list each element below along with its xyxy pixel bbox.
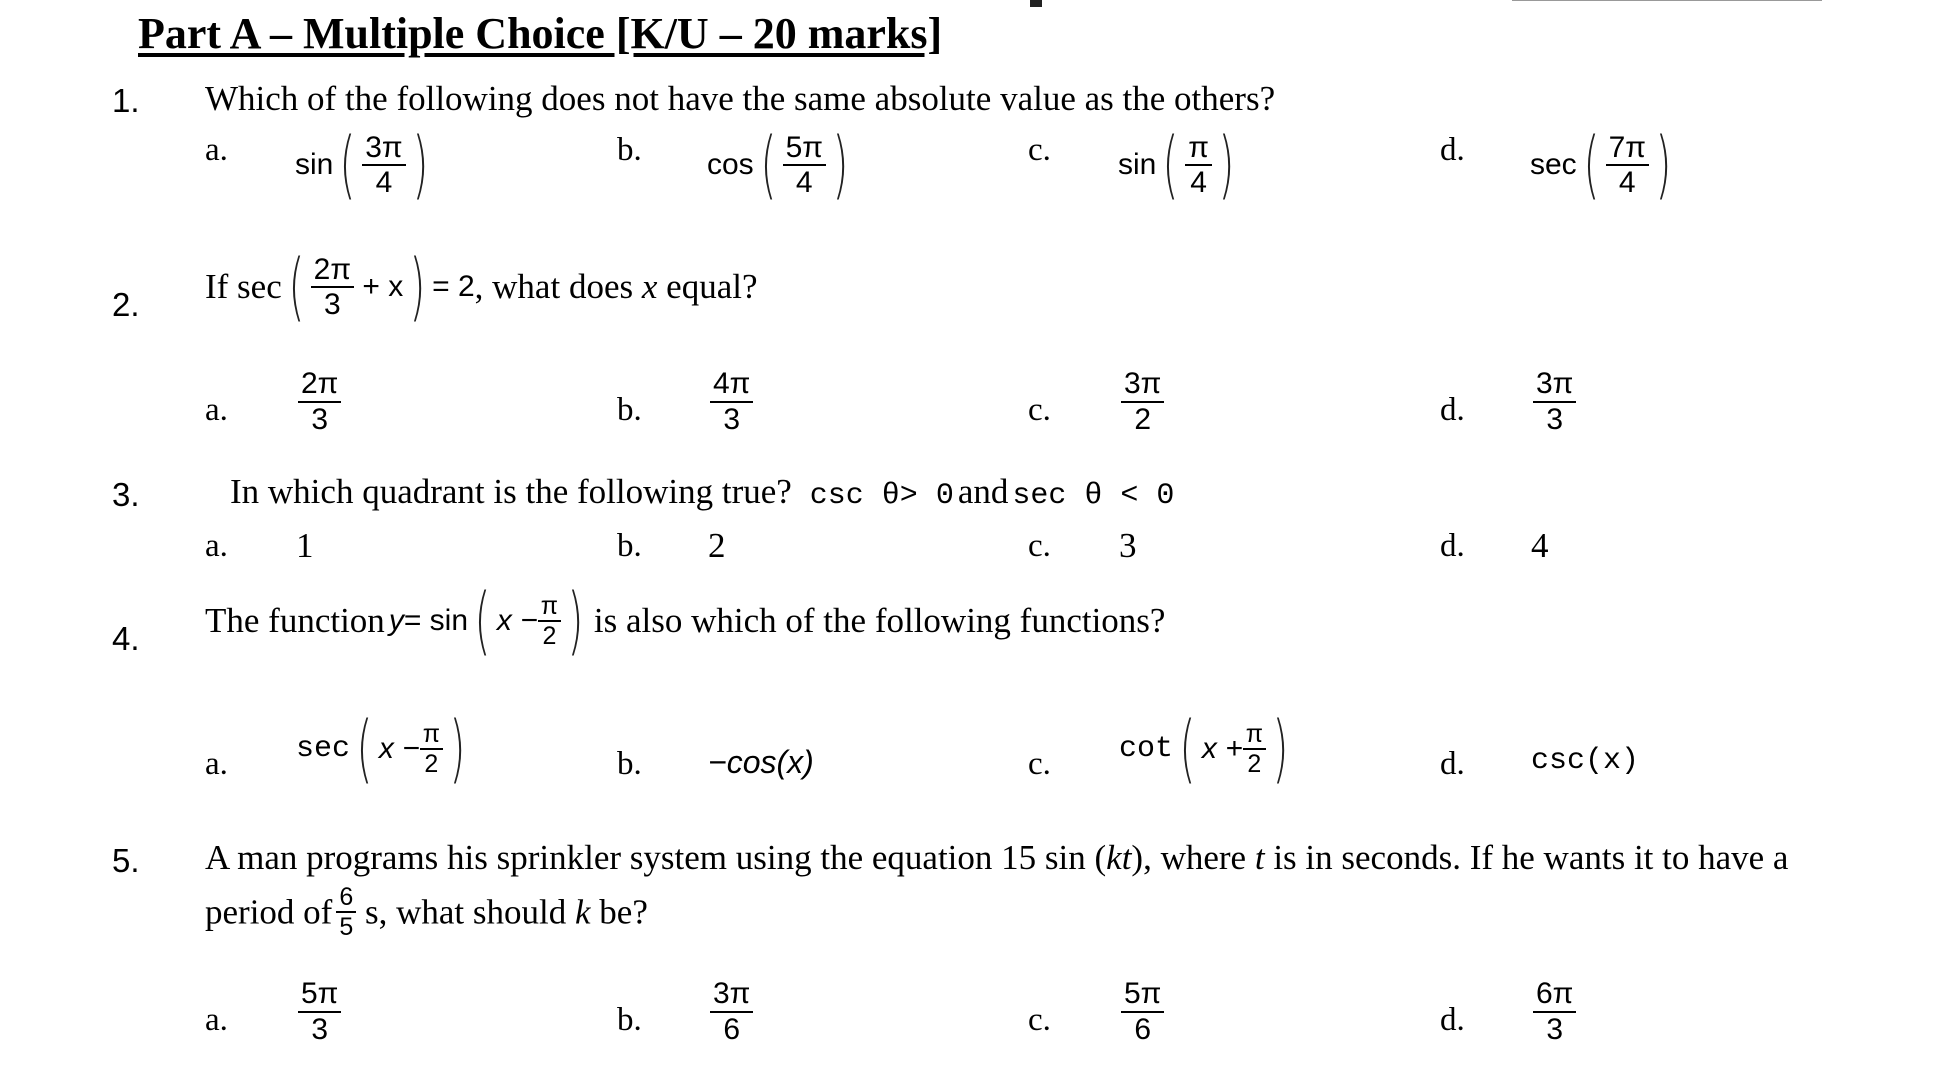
condition-csc: csc θ> 0	[809, 479, 954, 513]
prompt-text: , what does	[474, 267, 642, 306]
option-label: b.	[617, 528, 642, 564]
header-rule	[1512, 0, 1822, 1]
prompt-variable: k	[574, 892, 591, 932]
fraction-denominator: 6	[723, 1012, 741, 1046]
prompt-text: period of	[205, 892, 333, 932]
option-label: c.	[1028, 746, 1051, 782]
func-name: sec	[1530, 148, 1577, 181]
fraction-denominator: 4	[795, 166, 813, 199]
option-value: 2	[708, 526, 726, 565]
fraction-denominator: 6	[1134, 1012, 1152, 1046]
option-5c-value	[1121, 978, 1164, 1045]
option-1a	[205, 132, 228, 169]
question-number: 4.	[112, 620, 140, 657]
option-1b-expr: cos( $\frac{5\pi}{4}$ )	[707, 122, 849, 208]
func-name: sec	[296, 732, 351, 766]
option-label: b.	[617, 132, 642, 168]
option-4a-expr: sec( x − $\frac{\pi}{2}$ )	[296, 706, 466, 792]
prompt-text: If sec	[205, 267, 282, 306]
fraction-numerator: 5π	[298, 978, 341, 1013]
fraction-denominator: 3	[1546, 1012, 1564, 1046]
fraction-denominator: 3	[1546, 402, 1564, 436]
option-5d-value	[1533, 978, 1576, 1045]
option-1c	[1028, 132, 1051, 169]
option-5a-value	[298, 978, 341, 1045]
option-1a-expr: sin( $\frac{3\pi}{4}$ )	[295, 122, 429, 208]
fraction-denominator: 4	[1190, 166, 1207, 199]
fraction-denominator: 4	[1618, 166, 1636, 199]
option-label: d.	[1440, 528, 1465, 564]
fraction-denominator: 3	[323, 288, 341, 321]
fraction-numerator: 6	[336, 884, 356, 913]
fraction-denominator: 3	[723, 402, 741, 436]
option-label: c.	[1028, 528, 1051, 564]
option-label: c.	[1028, 1002, 1051, 1038]
question-number: 1.	[112, 82, 140, 119]
option-1d-expr: sec( $\frac{7\pi}{4}$ )	[1530, 122, 1672, 208]
option-value: 3	[1119, 526, 1137, 565]
fraction-numerator: π	[1185, 132, 1212, 167]
cropped-glyph	[1030, 0, 1042, 7]
fraction-numerator: 3π	[362, 132, 405, 167]
fraction-denominator: 5	[339, 913, 354, 942]
option-2c-value	[1121, 368, 1164, 435]
fraction-numerator: 2π	[311, 254, 354, 289]
fraction-numerator: 2π	[298, 368, 341, 403]
prompt-text: The function	[205, 601, 385, 640]
func-name: sin	[1118, 148, 1157, 181]
fraction-numerator: 7π	[1606, 132, 1649, 167]
option-value: 1	[296, 526, 314, 565]
fraction-numerator: 5π	[783, 132, 826, 167]
option-value: csc(x)	[1531, 744, 1640, 778]
prompt-x: x −	[496, 604, 538, 637]
prompt-y: y	[388, 604, 404, 637]
fraction-numerator: 3π	[1533, 368, 1576, 403]
prompt-equals: = sin	[403, 604, 469, 637]
question-prompt: Which of the following does not have the same absolute value as the others?	[205, 79, 1276, 118]
question-number: 2.	[112, 286, 140, 323]
fraction-numerator: π	[420, 721, 443, 750]
question-prompt	[230, 472, 1174, 513]
fraction-numerator: 6π	[1533, 978, 1576, 1013]
fraction-numerator: 3π	[1121, 368, 1164, 403]
option-2b-value	[710, 368, 753, 435]
option-value: 4	[1531, 526, 1549, 565]
prompt-text: is in seconds. If he wants it to have a	[1264, 838, 1789, 877]
prompt-plus: + x	[362, 270, 404, 303]
fraction-denominator: 2	[1134, 402, 1152, 436]
question-number: 5.	[112, 842, 140, 879]
inner-expr: x +	[1201, 732, 1243, 765]
option-label: c.	[1028, 392, 1051, 428]
question-prompt-line1	[205, 838, 1788, 878]
option-label: a.	[205, 746, 228, 782]
prompt-text: ), where	[1131, 838, 1255, 877]
option-label: d.	[1440, 132, 1465, 168]
option-label: d.	[1440, 1002, 1465, 1038]
option-label: c.	[1028, 132, 1051, 168]
func-name: sin	[295, 148, 334, 181]
option-label: a.	[205, 1002, 228, 1038]
fraction-denominator: 2	[542, 622, 557, 650]
prompt-equals: = 2	[432, 270, 475, 303]
question-prompt: If sec( $\frac{2\pi}{3}$ + x) = 2, what does x equal?	[205, 244, 758, 330]
option-1b	[617, 132, 642, 169]
option-1c-expr: sin( $\frac{\pi}{4}$ )	[1118, 122, 1235, 208]
prompt-text: In which quadrant is the following true?	[230, 472, 792, 511]
fraction-denominator: 2	[424, 750, 439, 778]
prompt-variable: kt	[1106, 838, 1132, 877]
question-prompt: The function y= sin( x − $\frac{\pi}{2}$ ) is also which of the following functions?	[205, 578, 1166, 664]
prompt-variable: t	[1254, 838, 1265, 877]
func-name: cos	[707, 148, 754, 181]
option-5b-value	[710, 978, 753, 1045]
fraction-numerator: 4π	[710, 368, 753, 403]
fraction-numerator: 5π	[1121, 978, 1164, 1013]
prompt-variable: x	[641, 267, 658, 306]
option-label: b.	[617, 1002, 642, 1038]
option-label: d.	[1440, 746, 1465, 782]
condition-sec: sec θ < 0	[1012, 479, 1175, 513]
prompt-and: and	[957, 472, 1009, 511]
fraction-numerator: 3π	[710, 978, 753, 1013]
option-label: b.	[617, 392, 642, 428]
option-label: a.	[205, 392, 228, 428]
func-name: cot	[1119, 732, 1174, 766]
inner-expr: x −	[378, 732, 420, 765]
option-4c-expr: cot( x + $\frac{\pi}{2}$ )	[1119, 706, 1289, 792]
option-label: b.	[617, 746, 642, 782]
prompt-text: equal?	[657, 267, 758, 306]
option-label: d.	[1440, 392, 1465, 428]
fraction-denominator: 3	[311, 1012, 329, 1046]
prompt-text: s, what should	[356, 892, 575, 932]
prompt-text: be?	[590, 892, 648, 932]
fraction-numerator: π	[1243, 721, 1266, 750]
option-value: −cos(x)	[708, 744, 814, 780]
fraction-denominator: 3	[311, 402, 329, 436]
question-prompt-line2	[205, 884, 648, 941]
prompt-text: A man programs his sprinkler system using the equation 15 sin (	[205, 838, 1107, 877]
fraction-denominator: 2	[1247, 750, 1262, 778]
option-label: a.	[205, 132, 228, 168]
fraction-numerator: π	[538, 593, 561, 622]
option-2d-value	[1533, 368, 1576, 435]
option-1d	[1440, 132, 1465, 169]
fraction-denominator: 4	[375, 166, 393, 199]
option-label: a.	[205, 528, 228, 564]
prompt-text: is also which of the following functions?	[593, 601, 1166, 640]
section-title: Part A – Multiple Choice [K/U – 20 marks]	[138, 9, 943, 58]
question-number: 3.	[112, 476, 140, 513]
option-2a-value	[298, 368, 341, 435]
